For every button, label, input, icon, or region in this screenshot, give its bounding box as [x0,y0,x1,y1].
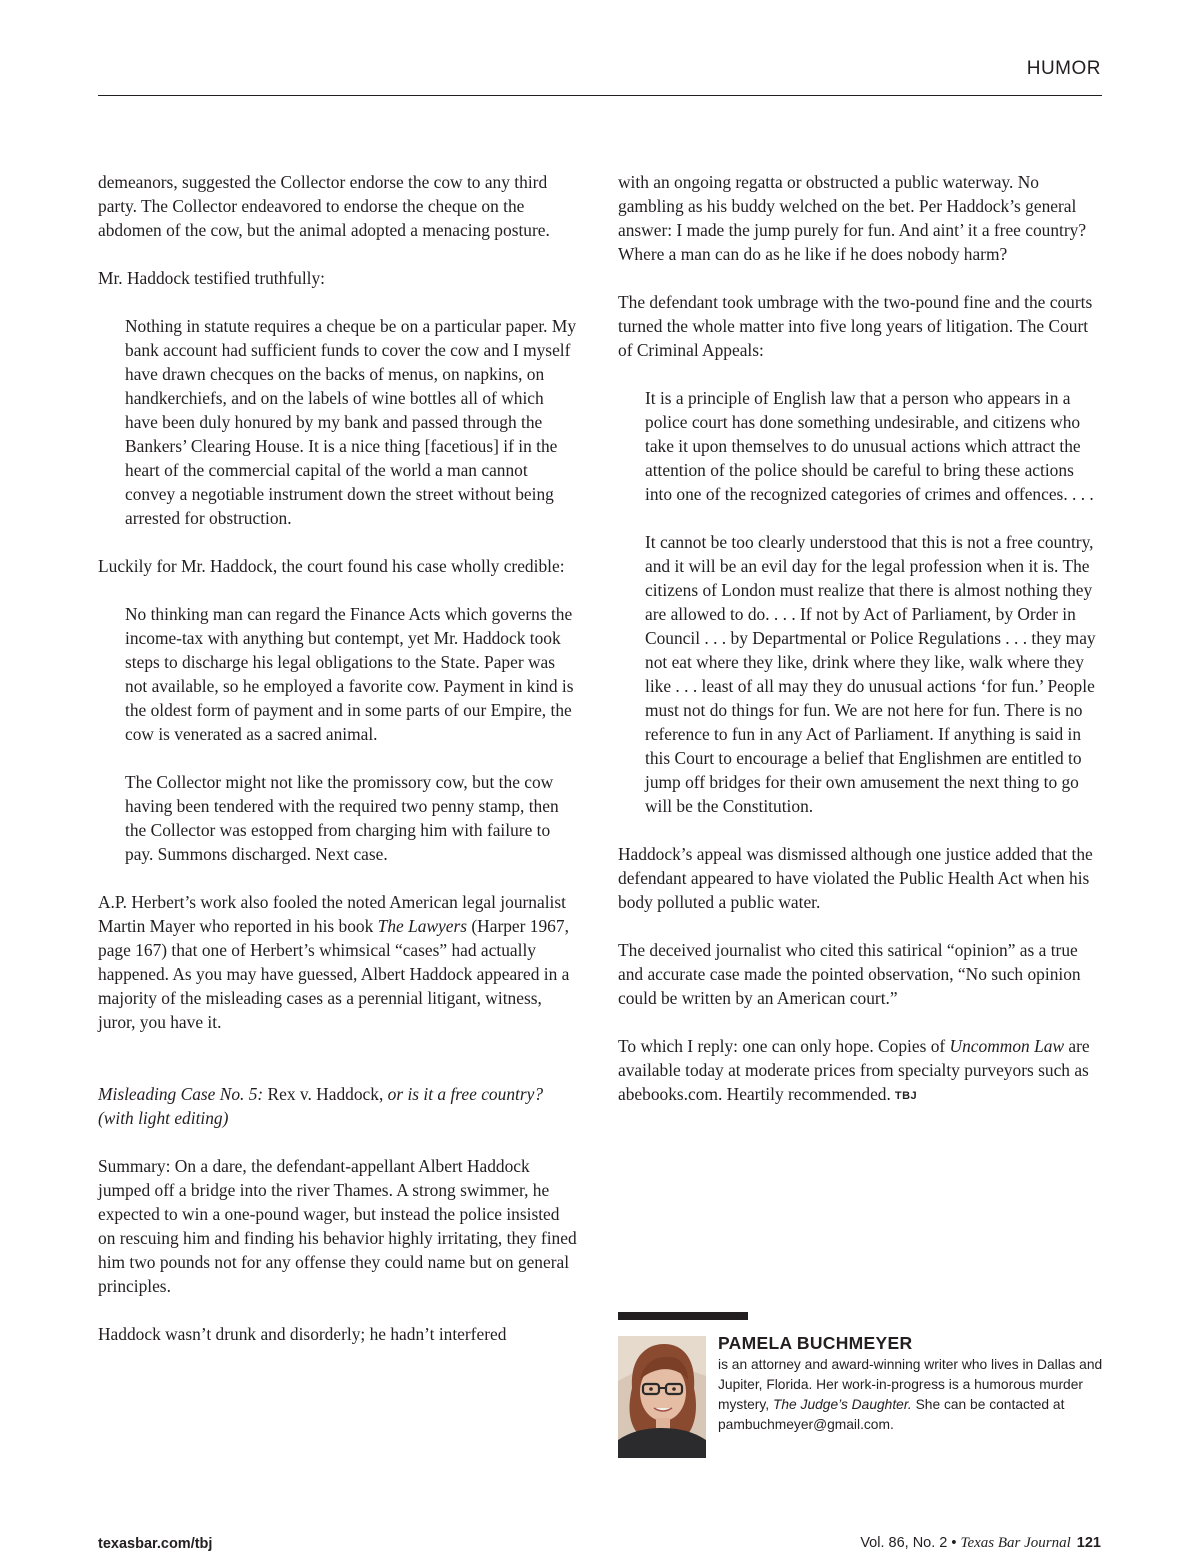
paragraph: Haddock’s appeal was dismissed although one justice added that the defendant appeared to have violated the Public Health Act when his body polluted a public water. [618,844,1093,912]
book-title: Uncommon Law [949,1036,1065,1056]
spacer [98,1058,580,1082]
author-bio [718,1355,1108,1435]
paragraph [98,890,580,1034]
bio-rule [618,1312,748,1320]
end-mark: TBJ [894,1090,918,1102]
text-run: (Harper 1967, page 167) that one of Herbert’s whimsical “cases” had actually happened. As you may have guessed, Albert Haddock appeared in a majority of the misleading cases as a perennial litigant, witness, juror, you have it. [98,916,570,1032]
case-name: Rex v. Haddock, [263,1084,388,1104]
author-portrait-image [618,1336,706,1458]
section-label: HUMOR [1026,58,1101,79]
author-name: PAMELA BUCHMEYER [718,1333,913,1353]
paragraph: Haddock wasn’t drunk and disorderly; he hadn’t interfered [98,1324,507,1344]
paragraph: Summary: On a dare, the defendant-appellant Albert Haddock jumped off a bridge into the river Thames. A strong swimmer, he expected to win a one-pound wager, but instead the police insisted on rescuing him and finding his behavior highly irritating, they fined him two pounds not for any offense they could name but on general principles. [98,1156,577,1296]
bio-text-run: She can be contacted at pambuchmeyer@gmail.com. [718,1397,1065,1432]
bullet-separator: • [951,1535,957,1551]
footer-citation [860,1535,1101,1552]
book-title: The Lawyers [377,916,468,936]
left-column [98,170,580,1346]
case-subtitle: or is it a free country? (with light editing) [98,1084,544,1128]
paragraph: Luckily for Mr. Haddock, the court found his case wholly credible: [98,556,565,576]
paragraph: The defendant took umbrage with the two-pound fine and the courts turned the whole matter into five long years of litigation. The Court of Criminal Appeals: [618,292,1093,360]
case-heading [98,1082,580,1130]
block-quote: No thinking man can regard the Finance Acts which governs the income-tax with anything but contempt, yet Mr. Haddock took steps to discharge his legal obligations to the State. Paper was not available, so he employed a favorite cow. Payment in kind is the oldest form of payment and in some parts of our Empire, the cow is venerated as a sacred animal. [125,604,574,744]
paragraph: Mr. Haddock testified truthfully: [98,268,326,288]
author-photo [618,1336,706,1458]
block-quote: It is a principle of English law that a person who appears in a police court has done something undesirable, and citizens who take it upon themselves to do unusual actions which attract the attention of the police should be careful to bring these actions into one of the recognized categories of crimes and offences. . . . [645,388,1094,504]
text-run: To which I reply: one can only hope. Copies of [618,1036,950,1056]
text-run: A.P. Herbert’s work also fooled the noted American legal journalist Martin Mayer who reported in his book [98,892,566,936]
volume-number: Vol. 86, No. 2 [860,1535,948,1551]
header-rule [98,95,1102,96]
text-run: are available today at moderate prices from specialty purveyors such as abebooks.com. Heartily recommended. [618,1036,1090,1104]
page-number: 121 [1076,1535,1101,1551]
bio-book-title: The Judge’s Daughter. [772,1397,912,1412]
paragraph [618,1034,1104,1108]
block-quote: Nothing in statute requires a cheque be on a particular paper. My bank account had sufficient funds to cover the cow and I myself have drawn checques on the backs of menus, on napkins, on handkerchiefs, and on the labels of wine bottles all of which have been duly honured by my bank and passed through the Bankers’ Clearing House. It is a nice thing [facetious] if in the heart of the commercial capital of the world a man cannot convey a negotiable instrument down the street without being arrested for obstruction. [125,316,577,528]
footer-url[interactable]: texasbar.com/tbj [98,1536,213,1552]
right-column [618,170,1104,1108]
paragraph: with an ongoing regatta or obstructed a public waterway. No gambling as his buddy welched on the bet. Per Haddock’s general answer: I made the jump purely for fun. And aint’ it a free country? Where a man can do as he like if he does nobody harm? [618,172,1087,264]
block-quote: It cannot be too clearly understood that this is not a free country, and it will be an evil day for the legal profession when it is. The citizens of London must realize that there is almost nothing they are allowed to do. . . . If not by Act of Parliament, by Order in Council . . . by Departmental or Police Regulations . . . they may not eat where they like, drink where they like, walk where they like . . . least of all may they do unusual actions ‘for fun.’ People must not do things for fun. We are not here for fun. There is no reference to fun in any Act of Parliament. If anything is said in this Court to encourage a belief that Englishmen are entitled to jump off bridges for their own amusement the next thing to go will be the Constitution. [645,532,1096,816]
case-label: Misleading Case No. 5: [98,1084,264,1104]
block-quote: The Collector might not like the promissory cow, but the cow having been tendered with the required two penny stamp, then the Collector was estopped from charging him with failure to pay. Summons discharged. Next case. [125,772,559,864]
paragraph: The deceived journalist who cited this satirical “opinion” as a true and accurate case made the pointed observation, “No such opinion could be written by an American court.” [618,940,1081,1008]
journal-name: Texas Bar Journal [960,1535,1071,1551]
paragraph: demeanors, suggested the Collector endorse the cow to any third party. The Collector endeavored to endorse the cheque on the abdomen of the cow, but the animal adopted a menacing posture. [98,172,550,240]
bio-text-run: is an attorney and award-winning writer who lives in Dallas and Jupiter, Florida. Her work-in-progress is a humorous murder mystery, [718,1357,1103,1412]
